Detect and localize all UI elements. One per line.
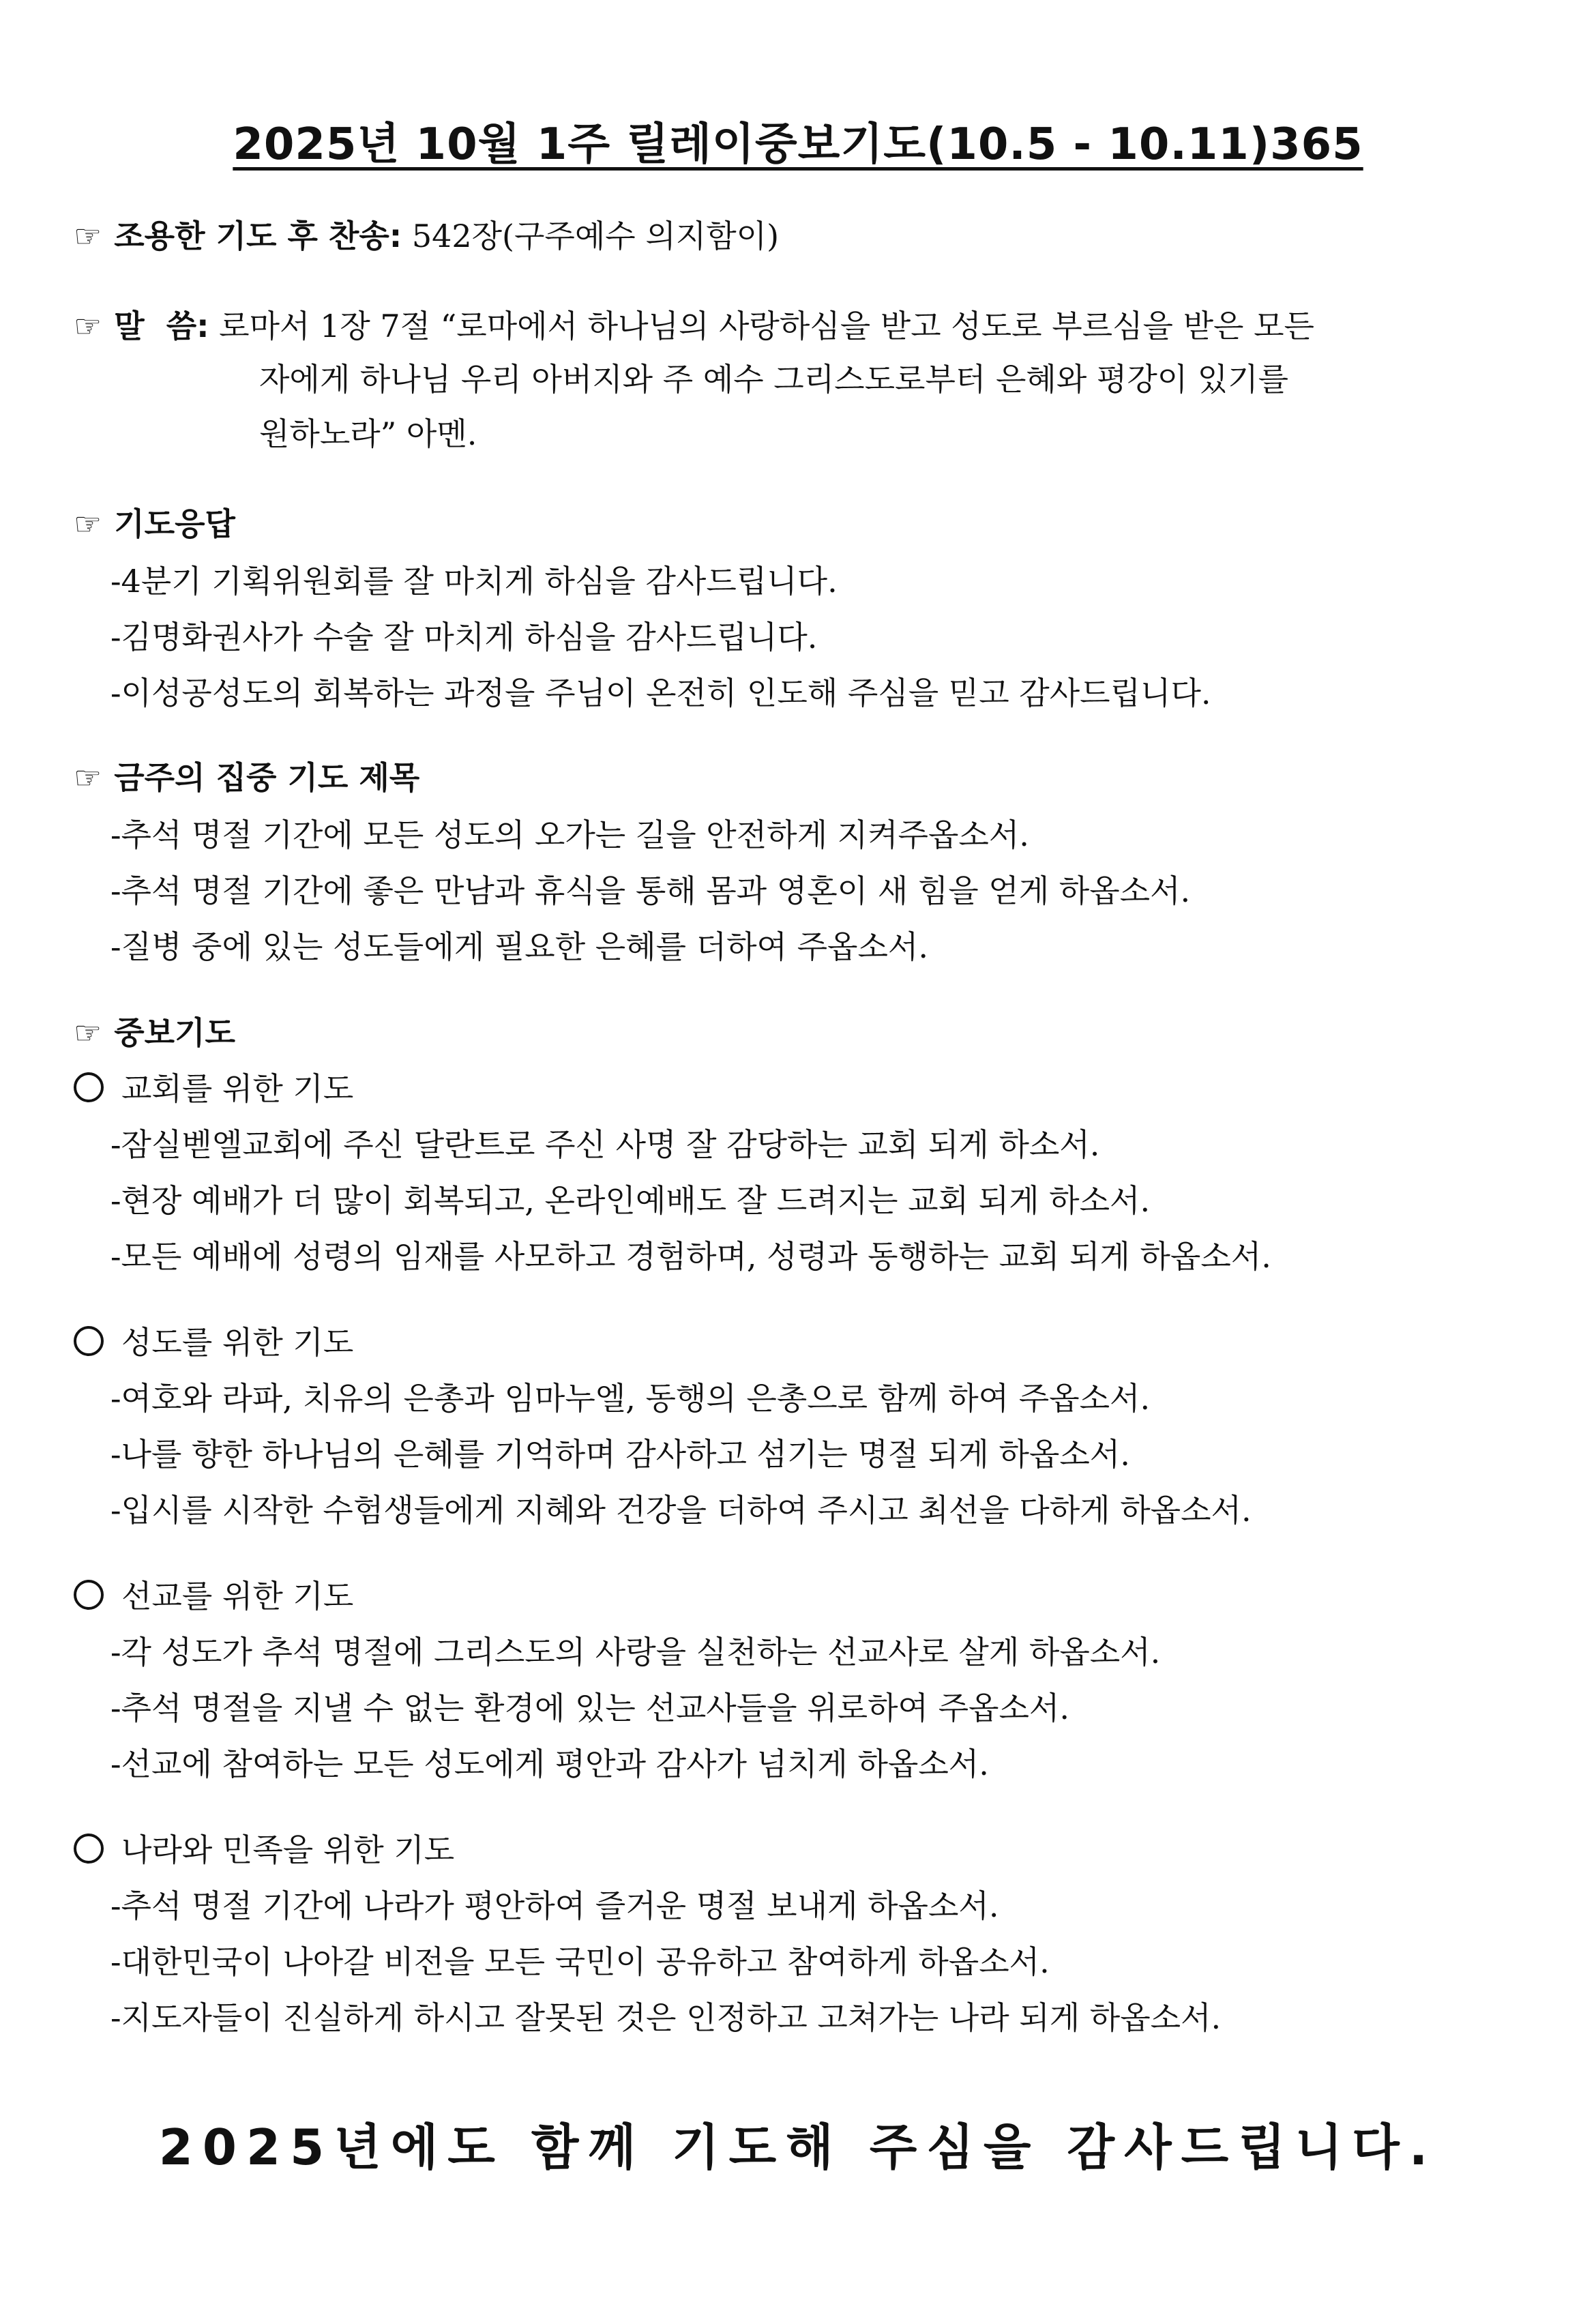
pointing-hand-icon: ☞ xyxy=(74,218,102,254)
intercession-item: -추석 명절 기간에 나라가 평안하여 즐거운 명절 보내게 하옵소서. xyxy=(110,1887,999,1924)
circle-bullet-icon xyxy=(74,1072,104,1102)
scripture-text-3: 원하노라” 아멘. xyxy=(259,415,477,452)
intercession-item: -선교에 참여하는 모든 성도에게 평안과 감사가 넘치게 하옵소서. xyxy=(110,1746,989,1782)
focus-item: -질병 중에 있는 성도들에게 필요한 은혜를 더하여 주옵소서. xyxy=(110,928,928,965)
scripture-label: 말 씀: xyxy=(114,308,209,344)
intercession-item: -각 성도가 추석 명절에 그리스도의 사랑을 실천하는 선교사로 살게 하옵소서. xyxy=(110,1634,1161,1670)
group-title-church: 교회를 위한 기도 xyxy=(74,1070,353,1108)
intercession-item: -나를 향한 하나님의 은혜를 기억하며 감사하고 섬기는 명절 되게 하옵소서. xyxy=(110,1436,1130,1473)
answered-item: -4분기 기획위원회를 잘 마치게 하심을 감사드립니다. xyxy=(110,563,838,600)
intercession-item: -모든 예배에 성령의 임재를 사모하고 경험하며, 성령과 동행하는 교회 되게 하옵소서. xyxy=(110,1238,1271,1275)
group-title-nation: 나라와 민족을 위한 기도 xyxy=(74,1831,454,1869)
group-title-saints: 성도를 위한 기도 xyxy=(74,1323,353,1361)
group-title-mission: 선교를 위한 기도 xyxy=(74,1577,353,1615)
hymn-line xyxy=(74,217,779,255)
focus-heading: ☞ 금주의 집중 기도 제목 xyxy=(74,759,420,796)
scripture-line xyxy=(74,307,1314,345)
focus-item: -추석 명절 기간에 좋은 만남과 휴식을 통해 몸과 영혼이 새 힘을 얻게 하옵소서. xyxy=(110,872,1191,909)
pointing-hand-icon: ☞ xyxy=(74,1014,102,1051)
scripture-text-2: 자에게 하나님 우리 아버지와 주 예수 그리스도로부터 은혜와 평강이 있기를 xyxy=(259,361,1289,398)
answered-item: -김명화권사가 수술 잘 마치게 하심을 감사드립니다. xyxy=(110,619,818,656)
intercession-item: -현장 예배가 더 많이 회복되고, 온라인예배도 잘 드려지는 교회 되게 하소서. xyxy=(110,1182,1151,1219)
pointing-hand-icon: ☞ xyxy=(74,505,102,542)
intercession-item: -여호와 라파, 치유의 은총과 임마누엘, 동행의 은총으로 함께 하여 주옵소서. xyxy=(110,1380,1151,1417)
focus-item: -추석 명절 기간에 모든 성도의 오가는 길을 안전하게 지켜주옵소서. xyxy=(110,816,1029,853)
intercession-item: -지도자들이 진실하게 하시고 잘못된 것은 인정하고 고쳐가는 나라 되게 하옵소서. xyxy=(110,1999,1222,2036)
answered-heading: ☞ 기도응답 xyxy=(74,505,235,542)
hymn-text: 542장(구주예수 의지함이) xyxy=(411,218,780,254)
closing-message: 2025년에도 함께 기도해 주심을 감사드립니다. xyxy=(158,2119,1438,2176)
circle-bullet-icon xyxy=(74,1580,104,1610)
hymn-label: 조용한 기도 후 찬송: xyxy=(114,218,402,254)
intercession-item: -추석 명절을 지낼 수 없는 환경에 있는 선교사들을 위로하여 주옵소서. xyxy=(110,1690,1069,1726)
intercession-item: -대한민국이 나아갈 비전을 모든 국민이 공유하고 참여하게 하옵소서. xyxy=(110,1943,1050,1980)
pointing-hand-icon: ☞ xyxy=(74,308,102,344)
intercession-heading: ☞ 중보기도 xyxy=(74,1014,235,1051)
answered-item: -이성공성도의 회복하는 과정을 주님이 온전히 인도해 주심을 믿고 감사드립니다. xyxy=(110,675,1211,711)
pointing-hand-icon: ☞ xyxy=(74,759,102,796)
circle-bullet-icon xyxy=(74,1834,104,1864)
circle-bullet-icon xyxy=(74,1326,104,1356)
page-title: 2025년 10월 1주 릴레이중보기도(10.5 - 10.11)365 xyxy=(233,119,1363,170)
scripture-text-1: 로마서 1장 7절 “로마에서 하나님의 사랑하심을 받고 성도로 부르심을 받은 모든 xyxy=(219,308,1314,344)
intercession-item: -잠실벧엘교회에 주신 달란트로 주신 사명 잘 감당하는 교회 되게 하소서. xyxy=(110,1126,1100,1163)
intercession-item: -입시를 시작한 수험생들에게 지혜와 건강을 더하여 주시고 최선을 다하게 하옵소서. xyxy=(110,1492,1252,1529)
